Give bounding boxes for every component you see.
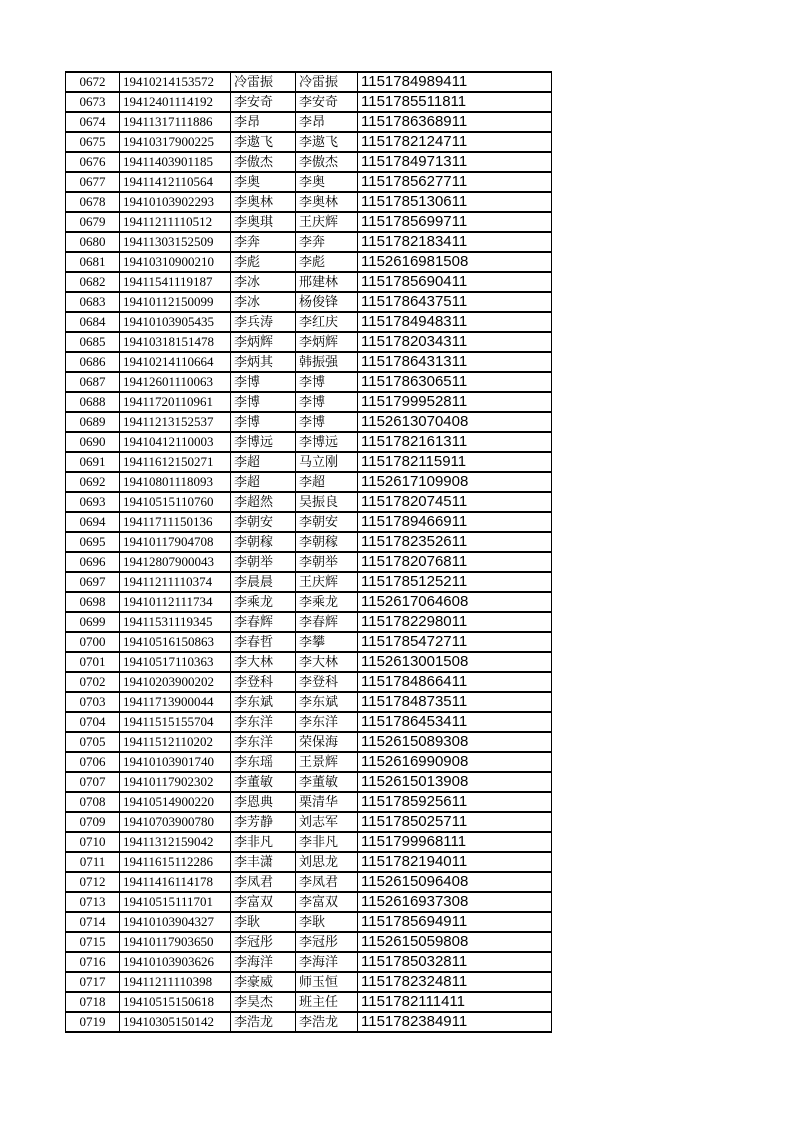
cell-name: 李东洋 <box>231 713 296 733</box>
cell-registration-number: 19411615112286 <box>120 853 231 873</box>
cell-contact-name: 王景辉 <box>296 753 358 773</box>
cell-contact-name: 李安奇 <box>296 93 358 113</box>
cell-registration-number: 19410103905435 <box>120 313 231 333</box>
cell-contact-name: 王庆辉 <box>296 573 358 593</box>
cell-row-id: 0698 <box>66 593 120 613</box>
cell-row-id: 0673 <box>66 93 120 113</box>
cell-contact-name: 李遨飞 <box>296 133 358 153</box>
table-row <box>66 333 552 353</box>
table-row <box>66 573 552 593</box>
cell-name: 李晨晨 <box>231 573 296 593</box>
cell-name: 李东洋 <box>231 733 296 753</box>
table-row <box>66 453 552 473</box>
cell-row-id: 0712 <box>66 873 120 893</box>
cell-name: 李博 <box>231 393 296 413</box>
cell-registration-number: 19410412110003 <box>120 433 231 453</box>
cell-contact-name: 师玉恒 <box>296 973 358 993</box>
cell-registration-number: 19411213152537 <box>120 413 231 433</box>
cell-registration-number: 19411713900044 <box>120 693 231 713</box>
cell-contact-name: 李红庆 <box>296 313 358 333</box>
table-row <box>66 293 552 313</box>
cell-registration-number: 19410214153572 <box>120 73 231 93</box>
cell-name: 李恩典 <box>231 793 296 813</box>
cell-registration-number: 19410305150142 <box>120 1013 231 1033</box>
cell-row-id: 0680 <box>66 233 120 253</box>
cell-contact-name: 李朝安 <box>296 513 358 533</box>
cell-registration-number: 19412601110063 <box>120 373 231 393</box>
table-row <box>66 853 552 873</box>
cell-phone-number: 1152617109908 <box>358 473 552 493</box>
cell-contact-name: 李富双 <box>296 893 358 913</box>
records-table-body <box>66 73 552 1033</box>
cell-phone-number: 1151785925611 <box>358 793 552 813</box>
cell-phone-number: 1151785032811 <box>358 953 552 973</box>
cell-registration-number: 19410801118093 <box>120 473 231 493</box>
cell-registration-number: 19410117902302 <box>120 773 231 793</box>
cell-row-id: 0708 <box>66 793 120 813</box>
cell-registration-number: 19411612150271 <box>120 453 231 473</box>
cell-contact-name: 刘思龙 <box>296 853 358 873</box>
cell-name: 李大林 <box>231 653 296 673</box>
cell-row-id: 0679 <box>66 213 120 233</box>
cell-row-id: 0699 <box>66 613 120 633</box>
cell-registration-number: 19410117903650 <box>120 933 231 953</box>
cell-row-id: 0688 <box>66 393 120 413</box>
cell-name: 李炳辉 <box>231 333 296 353</box>
cell-phone-number: 1151784989411 <box>358 73 552 93</box>
cell-phone-number: 1152617064608 <box>358 593 552 613</box>
cell-row-id: 0681 <box>66 253 120 273</box>
cell-name: 李冠彤 <box>231 933 296 953</box>
table-row <box>66 393 552 413</box>
cell-row-id: 0713 <box>66 893 120 913</box>
cell-contact-name: 李博 <box>296 413 358 433</box>
cell-registration-number: 19410516150863 <box>120 633 231 653</box>
cell-row-id: 0682 <box>66 273 120 293</box>
cell-contact-name: 李超 <box>296 473 358 493</box>
cell-registration-number: 19411403901185 <box>120 153 231 173</box>
cell-name: 李彪 <box>231 253 296 273</box>
records-table <box>65 71 552 1033</box>
cell-row-id: 0703 <box>66 693 120 713</box>
cell-phone-number: 1151782124711 <box>358 133 552 153</box>
cell-registration-number: 19411531119345 <box>120 613 231 633</box>
cell-registration-number: 19411512110202 <box>120 733 231 753</box>
cell-phone-number: 1151782384911 <box>358 1013 552 1033</box>
cell-contact-name: 李登科 <box>296 673 358 693</box>
cell-name: 李浩龙 <box>231 1013 296 1033</box>
cell-row-id: 0702 <box>66 673 120 693</box>
cell-phone-number: 1151782076811 <box>358 553 552 573</box>
table-row <box>66 493 552 513</box>
cell-name: 李冰 <box>231 293 296 313</box>
cell-name: 李董敏 <box>231 773 296 793</box>
cell-row-id: 0685 <box>66 333 120 353</box>
cell-row-id: 0689 <box>66 413 120 433</box>
cell-row-id: 0700 <box>66 633 120 653</box>
cell-registration-number: 19410318151478 <box>120 333 231 353</box>
cell-registration-number: 19410515111701 <box>120 893 231 913</box>
cell-phone-number: 1151786368911 <box>358 113 552 133</box>
cell-contact-name: 刘志军 <box>296 813 358 833</box>
cell-contact-name: 马立刚 <box>296 453 358 473</box>
cell-phone-number: 1151784866411 <box>358 673 552 693</box>
cell-name: 冷雷振 <box>231 73 296 93</box>
table-row <box>66 713 552 733</box>
table-row <box>66 833 552 853</box>
cell-row-id: 0691 <box>66 453 120 473</box>
table-row <box>66 733 552 753</box>
cell-name: 李朝举 <box>231 553 296 573</box>
cell-row-id: 0677 <box>66 173 120 193</box>
cell-contact-name: 李凤君 <box>296 873 358 893</box>
cell-registration-number: 19411515155704 <box>120 713 231 733</box>
cell-row-id: 0707 <box>66 773 120 793</box>
cell-contact-name: 冷雷振 <box>296 73 358 93</box>
cell-name: 李奥琪 <box>231 213 296 233</box>
table-row <box>66 773 552 793</box>
cell-row-id: 0693 <box>66 493 120 513</box>
table-row <box>66 973 552 993</box>
cell-registration-number: 19411412110564 <box>120 173 231 193</box>
cell-contact-name: 李攀 <box>296 633 358 653</box>
table-row <box>66 673 552 693</box>
cell-phone-number: 1152615096408 <box>358 873 552 893</box>
cell-phone-number: 1151784948311 <box>358 313 552 333</box>
cell-row-id: 0678 <box>66 193 120 213</box>
cell-row-id: 0674 <box>66 113 120 133</box>
cell-phone-number: 1152616937308 <box>358 893 552 913</box>
cell-name: 李奔 <box>231 233 296 253</box>
cell-phone-number: 1151782298011 <box>358 613 552 633</box>
cell-name: 李博 <box>231 413 296 433</box>
table-row <box>66 1013 552 1033</box>
table-row <box>66 353 552 373</box>
cell-name: 李豪威 <box>231 973 296 993</box>
cell-contact-name: 李春辉 <box>296 613 358 633</box>
cell-row-id: 0696 <box>66 553 120 573</box>
cell-row-id: 0711 <box>66 853 120 873</box>
table-row <box>66 953 552 973</box>
cell-phone-number: 1151785125211 <box>358 573 552 593</box>
table-row <box>66 993 552 1013</box>
cell-registration-number: 19412807900043 <box>120 553 231 573</box>
cell-phone-number: 1151782324811 <box>358 973 552 993</box>
cell-row-id: 0676 <box>66 153 120 173</box>
cell-name: 李富双 <box>231 893 296 913</box>
cell-registration-number: 19410103901740 <box>120 753 231 773</box>
table-row <box>66 513 552 533</box>
cell-name: 李博 <box>231 373 296 393</box>
cell-phone-number: 1151786431311 <box>358 353 552 373</box>
table-row <box>66 913 552 933</box>
cell-phone-number: 1152615059808 <box>358 933 552 953</box>
cell-phone-number: 1151785472711 <box>358 633 552 653</box>
table-row <box>66 433 552 453</box>
cell-phone-number: 1151782115911 <box>358 453 552 473</box>
cell-contact-name: 李昂 <box>296 113 358 133</box>
cell-name: 李兵涛 <box>231 313 296 333</box>
table-row <box>66 233 552 253</box>
cell-name: 李东斌 <box>231 693 296 713</box>
cell-registration-number: 19410514900220 <box>120 793 231 813</box>
cell-name: 李超 <box>231 453 296 473</box>
cell-contact-name: 李海洋 <box>296 953 358 973</box>
cell-name: 李冰 <box>231 273 296 293</box>
cell-row-id: 0705 <box>66 733 120 753</box>
cell-row-id: 0672 <box>66 73 120 93</box>
cell-name: 李非凡 <box>231 833 296 853</box>
table-row <box>66 613 552 633</box>
cell-row-id: 0690 <box>66 433 120 453</box>
cell-contact-name: 李炳辉 <box>296 333 358 353</box>
cell-registration-number: 19410112111734 <box>120 593 231 613</box>
cell-registration-number: 19410203900202 <box>120 673 231 693</box>
cell-phone-number: 1152616981508 <box>358 253 552 273</box>
cell-name: 李丰潇 <box>231 853 296 873</box>
table-row <box>66 93 552 113</box>
table-row <box>66 593 552 613</box>
cell-row-id: 0701 <box>66 653 120 673</box>
table-row <box>66 553 552 573</box>
cell-registration-number: 19410112150099 <box>120 293 231 313</box>
cell-phone-number: 1151782352611 <box>358 533 552 553</box>
table-row <box>66 753 552 773</box>
table-row <box>66 73 552 93</box>
cell-contact-name: 李傲杰 <box>296 153 358 173</box>
cell-registration-number: 19410517110363 <box>120 653 231 673</box>
table-row <box>66 873 552 893</box>
cell-row-id: 0683 <box>66 293 120 313</box>
cell-row-id: 0717 <box>66 973 120 993</box>
cell-contact-name: 吴振良 <box>296 493 358 513</box>
cell-name: 李超然 <box>231 493 296 513</box>
cell-phone-number: 1151784971311 <box>358 153 552 173</box>
table-row <box>66 153 552 173</box>
cell-row-id: 0686 <box>66 353 120 373</box>
cell-registration-number: 19410310900210 <box>120 253 231 273</box>
cell-contact-name: 李耿 <box>296 913 358 933</box>
table-row <box>66 313 552 333</box>
cell-contact-name: 李董敏 <box>296 773 358 793</box>
cell-row-id: 0714 <box>66 913 120 933</box>
cell-row-id: 0718 <box>66 993 120 1013</box>
cell-phone-number: 1151785627711 <box>358 173 552 193</box>
cell-contact-name: 李大林 <box>296 653 358 673</box>
cell-registration-number: 19411720110961 <box>120 393 231 413</box>
cell-phone-number: 1152615013908 <box>358 773 552 793</box>
cell-name: 李炳其 <box>231 353 296 373</box>
cell-name: 李安奇 <box>231 93 296 113</box>
cell-phone-number: 1151782034311 <box>358 333 552 353</box>
cell-registration-number: 19410703900780 <box>120 813 231 833</box>
cell-contact-name: 班主任 <box>296 993 358 1013</box>
cell-registration-number: 19411317111886 <box>120 113 231 133</box>
cell-phone-number: 1151786306511 <box>358 373 552 393</box>
table-row <box>66 273 552 293</box>
cell-row-id: 0709 <box>66 813 120 833</box>
cell-registration-number: 19410103902293 <box>120 193 231 213</box>
table-row <box>66 473 552 493</box>
cell-name: 李凤君 <box>231 873 296 893</box>
cell-row-id: 0692 <box>66 473 120 493</box>
cell-name: 李傲杰 <box>231 153 296 173</box>
cell-name: 李春哲 <box>231 633 296 653</box>
cell-phone-number: 1151782161311 <box>358 433 552 453</box>
table-row <box>66 813 552 833</box>
cell-row-id: 0704 <box>66 713 120 733</box>
table-row <box>66 133 552 153</box>
cell-name: 李昂 <box>231 113 296 133</box>
cell-registration-number: 19411541119187 <box>120 273 231 293</box>
cell-row-id: 0716 <box>66 953 120 973</box>
cell-contact-name: 王庆辉 <box>296 213 358 233</box>
cell-phone-number: 1151784873511 <box>358 693 552 713</box>
cell-registration-number: 19410103904327 <box>120 913 231 933</box>
cell-registration-number: 19410214110664 <box>120 353 231 373</box>
cell-row-id: 0697 <box>66 573 120 593</box>
cell-registration-number: 19411312159042 <box>120 833 231 853</box>
cell-name: 李昊杰 <box>231 993 296 1013</box>
cell-registration-number: 19410515150618 <box>120 993 231 1013</box>
cell-contact-name: 李乘龙 <box>296 593 358 613</box>
cell-registration-number: 19412401114192 <box>120 93 231 113</box>
cell-contact-name: 李朝举 <box>296 553 358 573</box>
cell-contact-name: 杨俊锋 <box>296 293 358 313</box>
cell-row-id: 0684 <box>66 313 120 333</box>
cell-name: 李乘龙 <box>231 593 296 613</box>
cell-phone-number: 1151785511811 <box>358 93 552 113</box>
cell-row-id: 0695 <box>66 533 120 553</box>
cell-row-id: 0687 <box>66 373 120 393</box>
table-row <box>66 533 552 553</box>
cell-registration-number: 19411211110512 <box>120 213 231 233</box>
cell-registration-number: 19411303152509 <box>120 233 231 253</box>
cell-contact-name: 李奥林 <box>296 193 358 213</box>
cell-phone-number: 1151789466911 <box>358 513 552 533</box>
cell-name: 李春辉 <box>231 613 296 633</box>
table-row <box>66 653 552 673</box>
cell-contact-name: 李冠彤 <box>296 933 358 953</box>
cell-name: 李超 <box>231 473 296 493</box>
table-row <box>66 253 552 273</box>
cell-registration-number: 19411211110398 <box>120 973 231 993</box>
cell-registration-number: 19410317900225 <box>120 133 231 153</box>
cell-phone-number: 1151785694911 <box>358 913 552 933</box>
cell-phone-number: 1152613001508 <box>358 653 552 673</box>
table-row <box>66 113 552 133</box>
cell-phone-number: 1151782183411 <box>358 233 552 253</box>
cell-phone-number: 1151786437511 <box>358 293 552 313</box>
cell-contact-name: 李彪 <box>296 253 358 273</box>
cell-name: 李奥林 <box>231 193 296 213</box>
cell-name: 李东瑶 <box>231 753 296 773</box>
table-row <box>66 793 552 813</box>
table-row <box>66 633 552 653</box>
cell-name: 李朝稼 <box>231 533 296 553</box>
cell-contact-name: 荣保海 <box>296 733 358 753</box>
cell-contact-name: 栗清华 <box>296 793 358 813</box>
table-row <box>66 193 552 213</box>
table-row <box>66 213 552 233</box>
cell-phone-number: 1152615089308 <box>358 733 552 753</box>
cell-registration-number: 19410117904708 <box>120 533 231 553</box>
cell-phone-number: 1151782111411 <box>358 993 552 1013</box>
cell-contact-name: 李浩龙 <box>296 1013 358 1033</box>
cell-row-id: 0706 <box>66 753 120 773</box>
cell-phone-number: 1151786453411 <box>358 713 552 733</box>
table-row <box>66 413 552 433</box>
cell-registration-number: 19411711150136 <box>120 513 231 533</box>
cell-name: 李遨飞 <box>231 133 296 153</box>
cell-contact-name: 李奥 <box>296 173 358 193</box>
cell-contact-name: 李博 <box>296 373 358 393</box>
cell-contact-name: 韩振强 <box>296 353 358 373</box>
cell-row-id: 0715 <box>66 933 120 953</box>
cell-registration-number: 19411416114178 <box>120 873 231 893</box>
cell-contact-name: 李朝稼 <box>296 533 358 553</box>
cell-name: 李朝安 <box>231 513 296 533</box>
table-row <box>66 693 552 713</box>
table-row <box>66 173 552 193</box>
cell-contact-name: 李博 <box>296 393 358 413</box>
cell-contact-name: 李东洋 <box>296 713 358 733</box>
cell-row-id: 0694 <box>66 513 120 533</box>
cell-name: 李登科 <box>231 673 296 693</box>
cell-row-id: 0675 <box>66 133 120 153</box>
cell-contact-name: 李非凡 <box>296 833 358 853</box>
cell-phone-number: 1151785699711 <box>358 213 552 233</box>
cell-name: 李海洋 <box>231 953 296 973</box>
cell-phone-number: 1152613070408 <box>358 413 552 433</box>
cell-phone-number: 1151782074511 <box>358 493 552 513</box>
cell-contact-name: 李博远 <box>296 433 358 453</box>
table-row <box>66 373 552 393</box>
cell-phone-number: 1151799952811 <box>358 393 552 413</box>
cell-registration-number: 19410103903626 <box>120 953 231 973</box>
cell-phone-number: 1151782194011 <box>358 853 552 873</box>
cell-phone-number: 1152616990908 <box>358 753 552 773</box>
cell-phone-number: 1151785130611 <box>358 193 552 213</box>
table-row <box>66 933 552 953</box>
cell-name: 李耿 <box>231 913 296 933</box>
cell-phone-number: 1151785025711 <box>358 813 552 833</box>
cell-phone-number: 1151785690411 <box>358 273 552 293</box>
cell-registration-number: 19410515110760 <box>120 493 231 513</box>
table-row <box>66 893 552 913</box>
cell-contact-name: 李东斌 <box>296 693 358 713</box>
cell-phone-number: 1151799968111 <box>358 833 552 853</box>
cell-name: 李芳静 <box>231 813 296 833</box>
cell-row-id: 0719 <box>66 1013 120 1033</box>
cell-row-id: 0710 <box>66 833 120 853</box>
cell-name: 李博远 <box>231 433 296 453</box>
cell-contact-name: 李奔 <box>296 233 358 253</box>
cell-registration-number: 19411211110374 <box>120 573 231 593</box>
cell-name: 李奥 <box>231 173 296 193</box>
cell-contact-name: 邢建林 <box>296 273 358 293</box>
